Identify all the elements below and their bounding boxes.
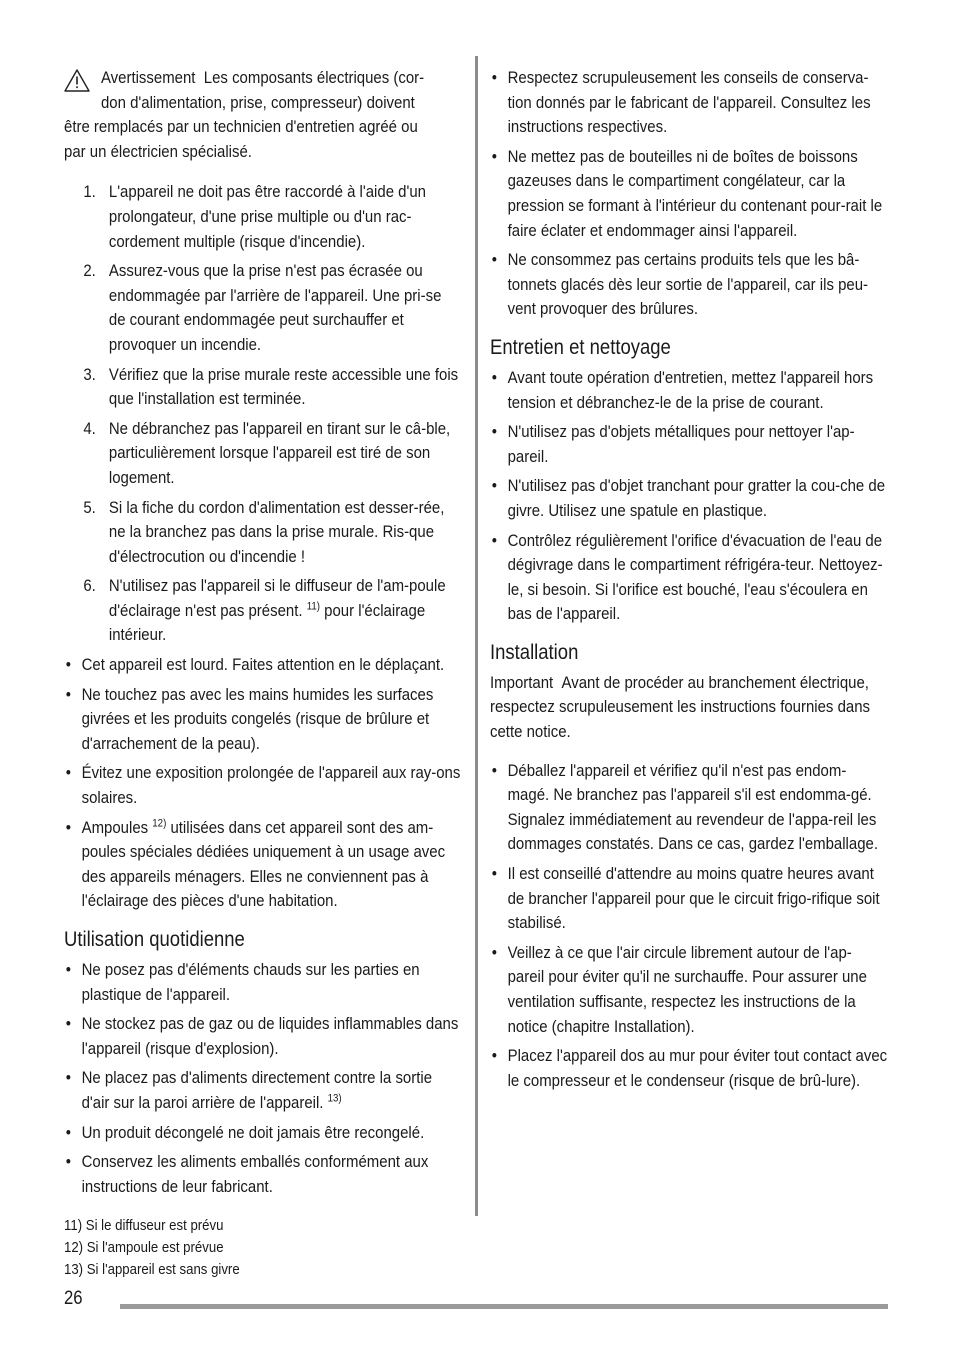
bullet-icon: • (65, 1068, 71, 1088)
bullet-item (490, 145, 888, 243)
item-text: Évitez une exposition prolongée de l'appareil aux ray-ons solaires. (81, 763, 461, 808)
item-text: Ne stockez pas de gaz ou de liquides inflammables dans l'appareil (risque d'explosion). (81, 1014, 459, 1058)
important-text: Avant de procéder au branchement électrique, respectez scrupuleusement les instructions fournies dans cette notice. (490, 672, 871, 742)
item-text: Respectez scrupuleusement les conseils de conserva-tion donnés par le fabricant de l'appareil. Consultez les instructions respectives. (507, 68, 871, 137)
bullet-item (64, 1066, 462, 1115)
warning-label: Avertissement (100, 68, 196, 87)
item-number: 2. (83, 261, 96, 281)
bullet-icon: • (491, 864, 497, 884)
bullet-icon: • (491, 367, 497, 387)
installation-list (490, 759, 888, 1094)
item-text: Ne mettez pas de bouteilles ni de boîtes de boissons gazeuses dans le compartiment congélateur, car la pression se formant à l'intérieur du contenant pour-rait le faire éclater et endommager ainsi l'appareil. (507, 146, 883, 240)
item-text: Ne posez pas d'éléments chauds sur les parties en plastique de l'appareil. (81, 960, 420, 1004)
item-text: Un produit décongelé ne doit jamais être recongelé. (81, 1122, 425, 1142)
item-number: 6. (83, 576, 96, 596)
numbered-item (64, 574, 462, 648)
bullet-icon: • (65, 655, 71, 675)
warning-line2: don d'alimentation, prise, compresseur) doivent (100, 92, 415, 112)
footnotes (64, 1215, 240, 1281)
page-number: 26 (64, 1288, 83, 1309)
footnote-ref: 11) (306, 600, 320, 613)
item-text: Vérifiez que la prise murale reste accessible une fois que l'installation est terminée. (108, 364, 459, 409)
right-column (490, 66, 890, 1098)
bullet-icon: • (491, 1046, 497, 1066)
bullet-item (64, 816, 462, 914)
bullet-icon: • (65, 763, 71, 783)
numbered-item (64, 363, 462, 412)
item-number: 4. (83, 418, 96, 438)
item-text: Ne placez pas d'aliments directement contre la sortie d'air sur la paroi arrière de l'appareil. (81, 1068, 433, 1112)
warning-block (64, 66, 464, 164)
item-text: L'appareil ne doit pas être raccordé à l'aide d'un prolongateur, d'une prise multiple ou d'un rac-cordement multiple (risque d'incendie). (108, 182, 427, 251)
column-divider (475, 56, 478, 1216)
item-text: Si la fiche du cordon d'alimentation est desser-rée, ne la branchez pas dans la prise murale. Ris-que d'électrocution ou d'incendie ! (108, 497, 445, 566)
item-text: Assurez-vous que la prise n'est pas écrasée ou endommagée par l'arrière de l'appareil. Une pri-se de courant endommagée peut surchauffer et provoquer un incendie. (108, 261, 442, 354)
footnote-ref: 13) (327, 1092, 342, 1105)
footnote: 12) Si l'ampoule est prévue (64, 1239, 224, 1256)
numbered-item (64, 180, 462, 254)
bullet-item (490, 529, 888, 627)
bullet-icon: • (491, 942, 497, 962)
item-number: 3. (83, 364, 96, 384)
footnote: 13) Si l'appareil est sans givre (64, 1261, 240, 1278)
heading-installation: Installation (490, 640, 579, 664)
heading-entretien: Entretien et nettoyage (490, 335, 671, 359)
bullet-item (64, 958, 462, 1007)
bullet-icon: • (65, 960, 71, 979)
item-number: 5. (83, 497, 96, 517)
footer-rule (120, 1304, 888, 1309)
item-text: Ne consommez pas certains produits tels que les bâ-tonnets glacés dès leur sortie de l'appareil, car ils peu-vent provoquer des brûlures. (507, 250, 869, 319)
utilisation-list (64, 958, 462, 1199)
bullet-item (490, 420, 888, 469)
bullet-item (64, 1012, 462, 1061)
item-text: Placez l'appareil dos au mur pour éviter tout contact avec le compresseur et le condenseur (risque de brû-lure). (507, 1046, 888, 1090)
item-text-cont: pour l'éclairage intérieur. (108, 600, 426, 645)
bullet-item (64, 1121, 462, 1146)
bullet-icon: • (491, 68, 497, 87)
item-text: N'utilisez pas d'objet tranchant pour gratter la cou-che de givre. Utilisez une spatule en plastique. (507, 476, 886, 520)
numbered-item (64, 259, 462, 357)
bullet-item (64, 683, 462, 757)
bullet-icon: • (491, 422, 497, 442)
item-text: N'utilisez pas l'appareil si le diffuseur de l'am-poule d'éclairage n'est pas présent. (108, 576, 446, 620)
bullet-icon: • (491, 250, 497, 270)
item-text: Déballez l'appareil et vérifiez qu'il n'est pas endom-magé. Ne branchez pas l'appareil s'il est endomma-gé. Signalez immédiatement au revendeur de l'appa-reil les dommages constatés. Dans ce cas, gardez l'emballage. (507, 760, 879, 854)
item-text: Ne touchez pas avec les mains humides les surfaces givrées et les produits congelés (risque de brûlure et d'arrachement de la peau). (81, 684, 434, 753)
warning-line3: être remplacés par un technicien d'entretien agréé ou (64, 117, 418, 137)
item-text: Avant toute opération d'entretien, mettez l'appareil hors tension et débranchez-le de la prise de courant. (507, 367, 874, 412)
bullet-icon: • (491, 476, 497, 496)
bullet-item (490, 941, 888, 1039)
item-text: Cet appareil est lourd. Faites attention en le déplaçant. (81, 655, 445, 675)
item-number: 1. (83, 182, 96, 202)
bullet-icon: • (65, 1122, 71, 1142)
bullet-item (490, 862, 888, 936)
heading-utilisation: Utilisation quotidienne (64, 928, 245, 951)
item-text-cont: utilisées dans cet appareil sont des am-poules spéciales dédiées uniquement à un usage avec des appareils ménagers. Elles ne conviennent pas à l'éclairage des pièces d'une habitation. (81, 817, 446, 911)
bullet-icon: • (491, 530, 497, 550)
bullet-icon: • (65, 1152, 71, 1172)
item-text: Veillez à ce que l'air circule librement autour de l'ap-pareil pour éviter qu'il ne surchauffe. Pour assurer une ventilation suffisante, respectez les instructions de la notice (chapitre Installation). (507, 942, 867, 1036)
bullet-icon: • (491, 146, 497, 166)
numbered-list (64, 180, 462, 648)
entretien-list (490, 366, 888, 627)
bullet-item (64, 1150, 462, 1199)
right-top-list (490, 66, 888, 322)
item-text: Contrôlez régulièrement l'orifice d'évacuation de l'eau de dégivrage dans le compartiment réfrigéra-teur. Nettoyez-le, si besoin. Si l'orifice est bouché, l'eau s'écoulera en bas de l'appareil. (507, 530, 883, 624)
item-text: Ampoules (81, 817, 149, 837)
bullet-item (490, 66, 888, 140)
warning-line1: Les composants électriques (cor- (203, 68, 425, 87)
bullet-icon: • (65, 684, 71, 704)
footnote: 11) Si le diffuseur est prévu (64, 1217, 224, 1234)
bullet-item (490, 1044, 888, 1093)
warning-text (64, 66, 462, 164)
left-bullet-list (64, 653, 462, 914)
bullet-icon: • (65, 1014, 71, 1034)
bullet-item (490, 366, 888, 415)
bullet-item (64, 761, 462, 810)
important-label: Important (490, 672, 554, 692)
bullet-icon: • (65, 817, 71, 837)
item-text: Il est conseillé d'attendre au moins quatre heures avant de brancher l'appareil pour que le circuit frigo-rifique soit stabilisé. (507, 864, 880, 933)
left-column (64, 66, 464, 1204)
bullet-item (490, 759, 888, 857)
bullet-item (490, 474, 888, 523)
numbered-item (64, 496, 462, 570)
item-text: Ne débranchez pas l'appareil en tirant sur le câ-ble, particulièrement lorsque l'appareil est tiré de son logement. (108, 418, 451, 487)
footnote-ref: 12) (152, 816, 167, 829)
bullet-item (64, 653, 462, 678)
item-text: N'utilisez pas d'objets métalliques pour nettoyer l'ap-pareil. (507, 422, 855, 466)
bullet-item (490, 248, 888, 322)
warning-line4: par un électricien spécialisé. (64, 141, 252, 161)
bullet-icon: • (491, 760, 497, 780)
numbered-item (64, 417, 462, 491)
item-text: Conservez les aliments emballés conformément aux instructions de leur fabricant. (81, 1152, 429, 1196)
important-note (490, 671, 888, 745)
